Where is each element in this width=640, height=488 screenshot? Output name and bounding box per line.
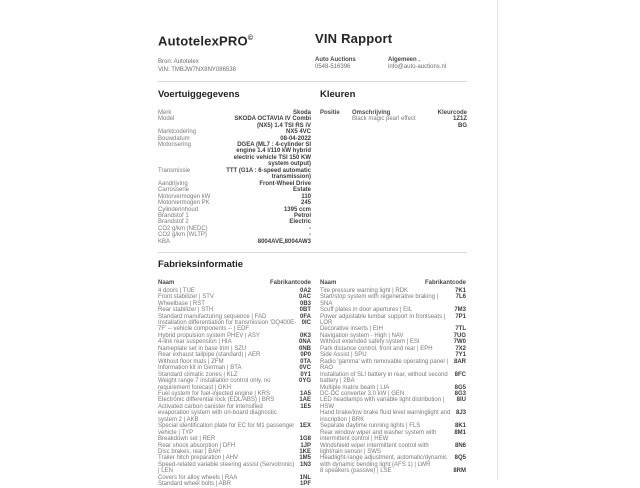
factory-option-name: Side Assist | SPU <box>320 352 367 359</box>
factory-option-name: Radio 'gamma' with removable operating panel | RAO <box>320 358 448 372</box>
factory-option-name: Park distance control, front and rear | EPH <box>320 345 433 352</box>
factory-option-name: Multiple matrix beam | LIA <box>320 384 390 391</box>
factory-option-code: 8J3 <box>455 410 466 417</box>
report-title: VIN Rapport <box>315 31 393 46</box>
page-edge-line <box>497 0 498 480</box>
factory-option-name: Fuel system for fuel-injected engine | KRS <box>158 390 270 397</box>
factory-col-code: Fabrikantcode <box>269 280 311 287</box>
factory-option-name: LED headlamps with variable light distribution | HSW <box>320 397 445 410</box>
factory-option-code: 0BT <box>299 307 311 314</box>
factory-option-name: Start/stop system with regenerative braking | SNA <box>320 294 439 307</box>
factory-row <box>158 481 311 487</box>
factory-option-name: Trailer hitch preparation | AHV <box>158 455 239 462</box>
factory-option-name: Rear stabilizer | STH <box>158 307 214 314</box>
vehicle-row-value: 8004AVE,8004AW3 <box>257 238 311 245</box>
factory-option-code: 7M3 <box>454 307 466 314</box>
vehicle-row-value: 245 <box>300 200 311 207</box>
factory-option-code: 7Y1 <box>455 352 466 359</box>
factory-option-code: 8FC <box>454 371 466 378</box>
factory-columns <box>158 280 467 488</box>
factory-section <box>158 260 467 488</box>
factory-option-name: Tire pressure warning light | RDK <box>320 287 409 294</box>
brand-name: AutotelexPRO <box>158 33 248 49</box>
header-title-block <box>315 32 467 74</box>
vehicle-table <box>158 110 311 246</box>
factory-row <box>320 314 466 327</box>
factory-row <box>158 320 311 333</box>
factory-row <box>320 468 466 474</box>
factory-option-code: 1N3 <box>299 461 311 468</box>
factory-option-name: Covers for alloy wheels | RAA <box>158 474 238 481</box>
factory-option-code: 1EX <box>299 423 311 430</box>
factory-option-code: 1G8 <box>299 436 311 443</box>
color-positie <box>320 123 352 129</box>
vehicle-row-label: Brandstof 1 <box>158 212 189 219</box>
info-columns <box>158 90 467 246</box>
colors-table <box>320 116 467 129</box>
factory-option-name: Electronic differential lock (EDL/ABS) | BRS <box>158 397 275 404</box>
factory-option-name: Power adjustable lumbar support in frontseats | LOR <box>320 313 446 326</box>
factory-option-code: 0TA <box>300 358 311 365</box>
factory-option-code: 8G5 <box>454 384 466 391</box>
vehicle-row-value: Petrol <box>293 212 311 219</box>
factory-option-name: Breakdown set | RER <box>158 436 216 443</box>
vehicle-row <box>158 168 311 181</box>
factory-row <box>320 397 466 410</box>
vehicle-row-value: - <box>309 225 311 232</box>
contact-general-email: info@auto-auctions.nl <box>388 64 447 71</box>
vehicle-row-value: Electric <box>289 219 311 226</box>
factory-option-code: 1AE <box>299 397 311 404</box>
factory-row <box>320 294 466 307</box>
factory-option-code: 0VC <box>299 365 311 372</box>
factory-row <box>320 359 466 372</box>
vehicle-row-label: Marktcodering <box>158 129 197 136</box>
vehicle-row-label: CO2 g/km (NEDC) <box>158 225 208 232</box>
vehicle-row <box>158 239 311 245</box>
factory-option-name: Hybrid propulsion system PHEV | ASY <box>158 332 260 339</box>
factory-option-name: Standard climatic zones | KLZ <box>158 371 238 378</box>
factory-option-code: 1JP <box>300 442 311 449</box>
contact-auctions-name: Auto Auctions <box>315 57 356 63</box>
factory-option-name: Nameplate set in base trim | SZU <box>158 345 247 352</box>
vehicle-row-value: 110 <box>301 193 311 200</box>
factory-option-code: 8G3 <box>454 390 466 397</box>
vehicle-row-value: SKODA OCTAVIA IV Combi (NX5) 1.4 TSI RS iV <box>234 116 311 129</box>
header-brand-block <box>158 32 315 74</box>
factory-option-name: Disc brakes, rear | BAH <box>158 449 221 456</box>
factory-option-code: 1KE <box>299 449 311 456</box>
factory-option-code: 7TL <box>455 326 466 333</box>
factory-option-code: 0YG <box>298 378 311 385</box>
colors-section <box>320 90 467 246</box>
vehicle-row-label: Motorvermogen PK <box>158 200 210 207</box>
factory-option-name: Activated carbon canister for intensified evaporation system with on-board diagnostic system 2 | AKB <box>158 403 277 423</box>
factory-option-name: Rear shock absorption | DFH <box>158 442 236 449</box>
vin-line: VIN: TMBJW7NX8NY086538 <box>158 66 236 73</box>
factory-column-right <box>320 280 466 488</box>
factory-table-header-right <box>320 280 466 286</box>
factory-option-code: 0NB <box>298 345 311 352</box>
colors-col-positie: Positie <box>320 109 340 116</box>
factory-option-code: 0K3 <box>299 332 311 339</box>
factory-option-code: 1PF <box>299 481 311 488</box>
vehicle-row-label: Bouwdatum <box>158 135 190 142</box>
factory-option-name: Installation differentiation for transmission 'DQ400E-7F' -- vehicle components -- | EDF <box>158 319 297 333</box>
vehicle-row-value: 1395 ccm <box>283 206 311 213</box>
factory-option-name: Scuff plates in door apertures | EIL <box>320 307 413 314</box>
vehicle-row-value: Front-Wheel Drive <box>259 180 311 187</box>
factory-option-name: Windshield wiper intermittent control with light/rain sensor | SWS <box>320 442 429 456</box>
vehicle-row-value: - <box>309 232 311 239</box>
header-meta <box>158 59 315 73</box>
factory-option-code: 0FA <box>299 313 311 320</box>
vehicle-row-label: Transmissie <box>158 167 191 174</box>
factory-row <box>158 378 311 391</box>
brand-title <box>158 32 315 48</box>
color-kleurcode: BG <box>458 122 467 129</box>
factory-option-code: 8Q5 <box>454 455 466 462</box>
colors-col-omschrijving: Omschrijving <box>352 109 391 116</box>
factory-option-code: 0IC <box>301 319 311 326</box>
contact-auctions <box>315 57 388 71</box>
factory-option-code: 8K1 <box>454 423 466 430</box>
factory-option-name: Special identification plate for EC for M1 passenger vehicle | TYP <box>158 423 295 436</box>
factory-option-name: Installation of SLI battery in rear, without second battery | 2BA <box>320 371 448 385</box>
colors-heading: Kleuren <box>320 88 356 100</box>
contact-general-name: Algemeen . <box>388 57 421 63</box>
report-header <box>158 0 467 74</box>
color-kleurcode: 1Z1Z <box>452 116 467 123</box>
factory-table-left <box>158 288 311 488</box>
factory-column-left <box>158 280 311 488</box>
vehicle-row-label: Cylinderinhoud <box>158 206 199 213</box>
factory-option-name: Rear window wiper and washer system with intermittent control | HEW <box>320 429 437 443</box>
factory-option-name: Standard manufacturing sequence | FAD <box>158 313 267 320</box>
factory-option-name: 4-link rear suspension | HIA <box>158 339 232 346</box>
color-row <box>320 123 467 129</box>
factory-option-name: Navigation system - High | NAV <box>320 332 404 339</box>
vehicle-row-value: 08-04-2022 <box>280 135 311 142</box>
factory-option-code: 7P1 <box>455 313 466 320</box>
factory-option-code: 8RM <box>453 468 466 475</box>
factory-option-name: Speed-related variable steering assist (Servotronic) | LEN <box>158 461 295 475</box>
factory-option-name: Hand brake/low brake fluid level warninglight and inscription | BRK <box>320 410 451 423</box>
factory-option-code: 0A2 <box>299 287 311 294</box>
factory-option-name: Weight range 7 installation control only, no requirement forecast | GKH <box>158 378 271 391</box>
factory-option-code: 0AC <box>298 294 311 301</box>
vehicle-section <box>158 90 311 246</box>
vehicle-row-label: CO2 g/km (WLTP) <box>158 232 207 239</box>
factory-row <box>320 430 466 443</box>
factory-option-code: 8N6 <box>454 442 466 449</box>
factory-col-naam: Naam <box>158 280 175 287</box>
factory-option-name: Information kit in German | BTA <box>158 365 242 372</box>
contact-general <box>388 57 467 71</box>
vehicle-row-value: NX5 4VC <box>285 129 311 136</box>
factory-row <box>320 372 466 385</box>
factory-option-code: 0P0 <box>300 352 311 359</box>
factory-row <box>158 423 311 436</box>
source-line: Bron: Autotelex <box>158 59 199 66</box>
factory-option-name: Without floor mats | ZFM <box>158 358 224 365</box>
factory-table-header-left <box>158 280 311 286</box>
factory-option-code: 0B3 <box>299 300 311 307</box>
vehicle-row-label: Motorisering <box>158 142 192 148</box>
section-divider <box>158 252 467 253</box>
factory-option-name: DC-DC converter 3.0 kW | GEN <box>320 390 405 397</box>
vehicle-row-label: Model <box>158 116 175 123</box>
factory-row <box>320 410 466 423</box>
factory-option-code: 8IU <box>456 397 466 404</box>
factory-option-name: Standard wheel bolts | ABR <box>158 481 231 488</box>
factory-option-code: 0NA <box>298 339 311 346</box>
factory-option-code: 1NL <box>299 474 311 481</box>
contact-info <box>315 57 467 71</box>
factory-option-code: 7L6 <box>455 294 466 301</box>
vehicle-row <box>158 142 311 168</box>
factory-heading: Fabrieksinformatie <box>158 259 243 271</box>
vehicle-row-label: Carrosserie <box>158 187 190 194</box>
header-divider <box>158 81 467 82</box>
vin-report-page <box>158 0 467 488</box>
factory-option-name: Front stabilizer | STV <box>158 294 214 301</box>
vehicle-row-label: Motorvermogen kW <box>158 193 211 200</box>
vehicle-row-value: DGEA (ML7 : 4-cylinder SI engine 1.4 l/110 kW hybrid electric vehicle TSI 150 KW system output) <box>233 142 311 168</box>
vehicle-heading: Voertuiggegevens <box>158 88 240 100</box>
factory-option-name: Decorative inserts | EIH <box>320 326 383 333</box>
factory-table-right <box>320 288 466 475</box>
factory-row <box>158 404 311 423</box>
factory-option-code: 1M5 <box>299 455 311 462</box>
vehicle-row-label: Brandstof 2 <box>158 219 189 226</box>
factory-row <box>320 455 466 468</box>
vehicle-row-label: KBA <box>158 238 171 245</box>
vehicle-row-value: Estate <box>292 187 311 194</box>
colors-col-kleurcode: Kleurcode <box>437 109 467 116</box>
vehicle-row-label: Merk <box>158 109 172 116</box>
contact-auctions-phone: 0548-516396 <box>315 64 351 71</box>
factory-option-code: 8AR <box>453 358 466 365</box>
factory-option-name: 4 doors | TUE <box>158 287 195 294</box>
factory-col-naam: Naam <box>320 280 337 287</box>
factory-option-code: 1E5 <box>300 403 311 410</box>
copyright-mark: © <box>247 35 254 42</box>
factory-option-code: 7UG <box>453 332 466 339</box>
factory-option-name: Without extended safety system | ESI <box>320 339 420 346</box>
factory-option-code: 7X2 <box>455 345 466 352</box>
vehicle-row <box>158 116 311 129</box>
factory-option-name: Separate daytime running lights | FLS <box>320 423 421 430</box>
vehicle-row-value: TTT (G1A : 6-speed automatic transmission) <box>226 167 311 181</box>
factory-option-code: 0Y1 <box>300 371 311 378</box>
factory-option-code: 1A5 <box>299 390 311 397</box>
factory-option-code: 7K1 <box>454 287 466 294</box>
factory-option-name: Wheelbase | RST <box>158 300 205 307</box>
factory-option-name: Headlight-range adjustment, automatic/dynamic with dynamic bending light (AFS 1) | LWR <box>320 455 448 468</box>
factory-row <box>320 443 466 456</box>
vehicle-row-value: Skoda <box>292 109 311 116</box>
factory-row <box>158 462 311 475</box>
factory-col-code: Fabrikantcode <box>424 280 466 287</box>
vehicle-row-label: Aandrijving <box>158 180 188 187</box>
factory-option-code: 7W0 <box>453 339 466 346</box>
color-omschrijving <box>352 123 425 129</box>
factory-option-name: Rear exhaust tailpipe (standard) | AER <box>158 352 261 359</box>
factory-option-code: 8M1 <box>454 429 466 436</box>
color-omschrijving: Black magic pearl effect <box>352 116 416 123</box>
factory-option-name: 8 speakers (passive) | LSE <box>320 468 392 475</box>
